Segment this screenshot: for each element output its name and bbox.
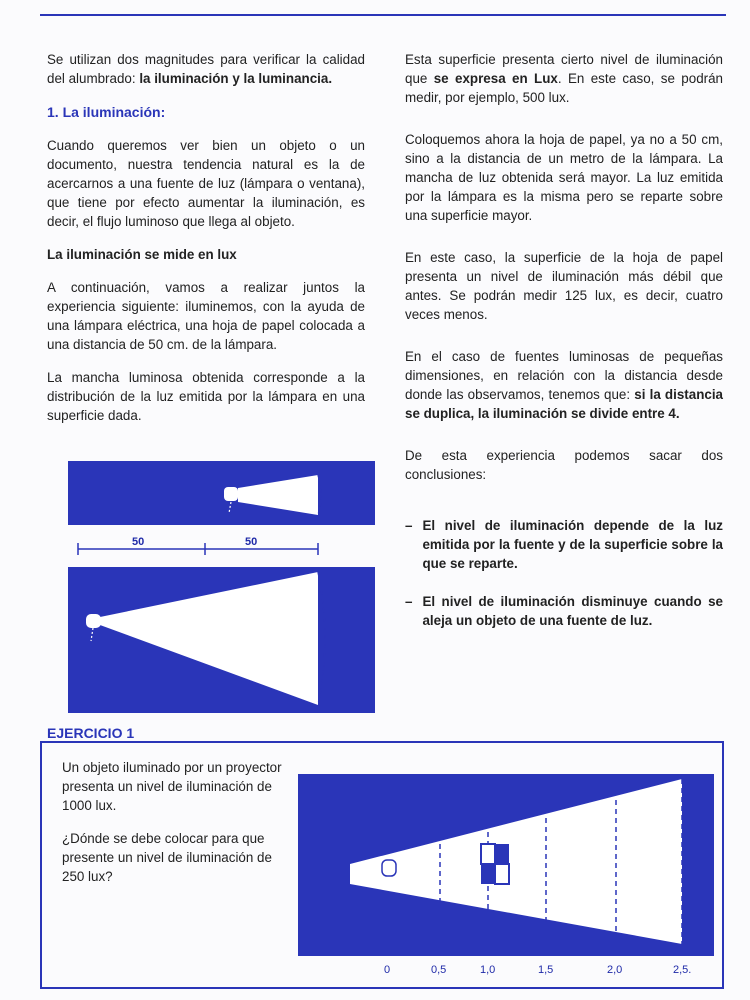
p4-text: En el caso de fuentes luminosas de pequeñas dimensiones, en relación con la distancia desde donde las observamos, tenemos que: xyxy=(405,349,723,402)
right-paragraph-3: En este caso, la superficie de la hoja de papel presenta un nivel de iluminación más débil que antes. Se podrán medir 125 lux, es decir, cuatro veces menos. xyxy=(405,250,723,322)
exercise-question-1: Un objeto iluminado por un proyector presenta un nivel de iluminación de 1000 lux. xyxy=(62,760,282,813)
panel-50cm xyxy=(68,461,375,525)
conclusion-1-text: El nivel de iluminación depende de la luz emitida por la fuente y de la superficie sobre la que se reparte. xyxy=(422,518,723,571)
object-cell-1 xyxy=(481,844,495,864)
p1-text: Esta superficie presenta cierto nivel de iluminación que xyxy=(405,52,723,86)
p1-text-end: . En este caso, se podrán medir, por ejemplo, 500 lux. xyxy=(405,71,724,105)
intro-text: Se utilizan dos magnitudes para verificar la calidad del alumbrado: xyxy=(47,52,365,86)
tick-0: 0 xyxy=(384,964,391,976)
object-cell-2 xyxy=(495,844,509,864)
paragraph-3: La mancha luminosa obtenida corresponde a la distribución de la luz emitida por la lámpara en una superficie dada. xyxy=(47,370,365,423)
p4-bold: si la distancia se duplica, la iluminación se divide entre 4. xyxy=(405,387,723,421)
tick-25: 2,5. xyxy=(673,964,692,976)
tick-20: 2,0 xyxy=(607,964,623,976)
intro-paragraph xyxy=(47,50,365,88)
lamp-icon-large xyxy=(86,614,101,628)
conclusion-2 xyxy=(405,592,723,630)
right-paragraph-2: Coloquemos ahora la hoja de papel, ya no a 50 cm, sino a la distancia de un metro de la lámpara. La mancha de luz obtenida será mayor. La luz emitida por la lámpara es la misma pero se reparte sobre una superficie mayor. xyxy=(405,132,723,223)
top-rule xyxy=(40,14,726,16)
right-paragraph-1 xyxy=(405,50,723,107)
conclusion-2-text: El nivel de iluminación disminuye cuando se aleja un objeto de una fuente de luz. xyxy=(422,594,723,628)
intro-bold: la iluminación y la luminancia. xyxy=(139,71,333,86)
object-cell-3 xyxy=(481,864,495,884)
exercise-question-2: ¿Dónde se debe colocar para que presente un nivel de iluminación de 250 lux? xyxy=(62,831,272,884)
tick-05: 0,5 xyxy=(431,964,447,976)
p1-bold: se expresa en Lux xyxy=(433,71,558,86)
dash-2: – xyxy=(405,594,413,609)
right-paragraph-4 xyxy=(405,347,723,423)
tick-15: 1,5 xyxy=(538,964,554,976)
tick-10: 1,0 xyxy=(480,964,496,976)
exercise-text xyxy=(62,758,282,886)
paragraph-1: Cuando queremos ver bien un objeto o un documento, nuestra tendencia natural es la de acercarnos a una fuente de luz (lámpara o ventana), que tiene por efecto aumentar la iluminación, es decir, el flujo luminoso que llega al objeto. xyxy=(47,138,365,229)
projector-icon xyxy=(382,860,396,876)
object-cell-4 xyxy=(495,864,509,884)
lamp-experiment-figure xyxy=(60,455,380,717)
subheading: La iluminación se mide en lux xyxy=(47,247,237,262)
dash-1: – xyxy=(405,518,413,533)
exercise-title: EJERCICIO 1 xyxy=(47,725,135,741)
exercise-figure xyxy=(298,774,716,979)
lamp-icon xyxy=(224,487,238,501)
right-paragraph-5: De esta experiencia podemos sacar dos conclusiones: xyxy=(405,448,723,482)
dim-label-2: 50 xyxy=(245,536,258,548)
left-column xyxy=(47,50,365,425)
section-title: 1. La iluminación: xyxy=(47,104,166,120)
conclusion-1 xyxy=(405,516,723,573)
paragraph-2: A continuación, vamos a realizar juntos la experiencia siguiente: iluminemos, con la ayuda de una lámpara eléctrica, una hoja de papel colocada a una distancia de 50 cm. de la lámpara. xyxy=(47,280,365,352)
dim-label-1: 50 xyxy=(132,536,145,548)
right-column xyxy=(405,50,723,630)
